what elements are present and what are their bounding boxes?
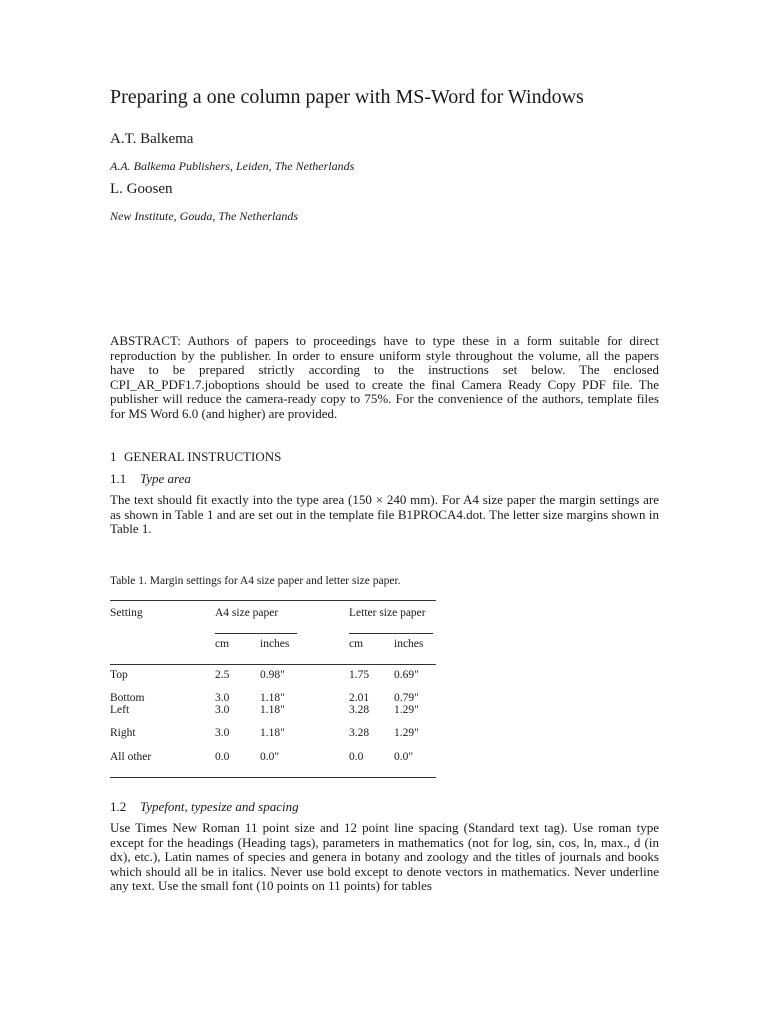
letter-group-rule [349,633,433,634]
table-cell: 3.0 [215,704,230,716]
section-1-heading [110,449,281,465]
paper-title: Preparing a one column paper with MS-Word for Windows [110,86,584,108]
table-cell: 3.0 [215,692,230,704]
table-row-label: Top [110,669,128,681]
section-1-1-title: Type area [140,471,191,486]
author-2-affiliation: New Institute, Gouda, The Netherlands [110,209,298,223]
table-row-label: All other [110,751,152,763]
section-1-2-number: 1.2 [110,799,127,814]
letter-unit-inches: inches [394,638,424,650]
section-1-2-heading [110,799,299,815]
a4-unit-inches: inches [260,638,290,650]
table-cell: 0.0 [215,751,230,763]
table-cell: 0.69" [394,669,419,681]
table-cell: 3.28 [349,704,370,716]
section-1-number: 1 [110,449,117,464]
section-1-1-number: 1.1 [110,471,127,486]
section-1-title: GENERAL INSTRUCTIONS [124,449,282,464]
table-cell: 1.18" [260,727,285,739]
table-header-a4: A4 size paper [215,607,279,619]
section-1-1-body: The text should fit exactly into the type area (150 × 240 mm). For A4 size paper the margin settings are as shown in Table 1 and are set out in the template file B1PROCA4.dot. The letter size margins shown in Table 1. [110,492,659,537]
table-cell: 1.75 [349,669,370,681]
table-row-label: Bottom [110,692,145,704]
table-1-caption: Table 1. Margin settings for A4 size paper and letter size paper. [110,575,401,587]
table-header-setting: Setting [110,607,143,619]
section-1-1-heading [110,471,191,487]
table-cell: 1.18" [260,704,285,716]
table-cell: 1.29" [394,704,419,716]
table-cell: 0.0" [394,751,414,763]
table-cell: 0.0 [349,751,364,763]
table-bottom-rule [110,777,436,778]
letter-unit-cm: cm [349,638,364,650]
abstract: ABSTRACT: Authors of papers to proceedings have to type these in a form suitable for direct reproduction by the publisher. In order to ensure uniform style throughout the volume, all the papers have to be prepared strictly according to the instructions set below. The enclosed CPI_AR_PDF1.7.joboptions should be used to create the final Camera Ready Copy PDF file. The publisher will reduce the camera-ready copy to 75%. For the convenience of the authors, template files for MS Word 6.0 (and higher) are provided. [110,333,659,421]
table-row-label: Left [110,704,130,716]
author-1-name: A.T. Balkema [110,131,194,147]
a4-unit-cm: cm [215,638,230,650]
author-1-affiliation: A.A. Balkema Publishers, Leiden, The Netherlands [110,159,355,173]
a4-group-rule [215,633,297,634]
section-1-2-body: Use Times New Roman 11 point size and 12 point line spacing (Standard text tag). Use roman type except for the headings (Heading tags), parameters in mathematics (not for log, sin, cos, ln, max., d (in dx), etc.), Latin names of species and genera in botany and zoology and the titles of journals and books which should all be in italics. Never use bold except to denote vectors in mathematics. Never underline any text. Use the small font (10 points on 11 points) for tables [110,820,659,894]
table-header-rule [110,664,436,665]
section-1-2-title: Typefont, typesize and spacing [140,799,299,814]
table-cell: 0.79" [394,692,419,704]
table-cell: 1.18" [260,692,285,704]
author-2-name: L. Goosen [110,181,173,197]
table-cell: 3.0 [215,727,230,739]
table-top-rule [110,600,436,601]
table-cell: 2.01 [349,692,370,704]
table-cell: 3.28 [349,727,370,739]
table-cell: 2.5 [215,669,230,681]
table-cell: 0.98" [260,669,285,681]
table-header-letter: Letter size paper [349,607,426,619]
table-row-label: Right [110,727,136,739]
table-cell: 1.29" [394,727,419,739]
table-cell: 0.0" [260,751,280,763]
